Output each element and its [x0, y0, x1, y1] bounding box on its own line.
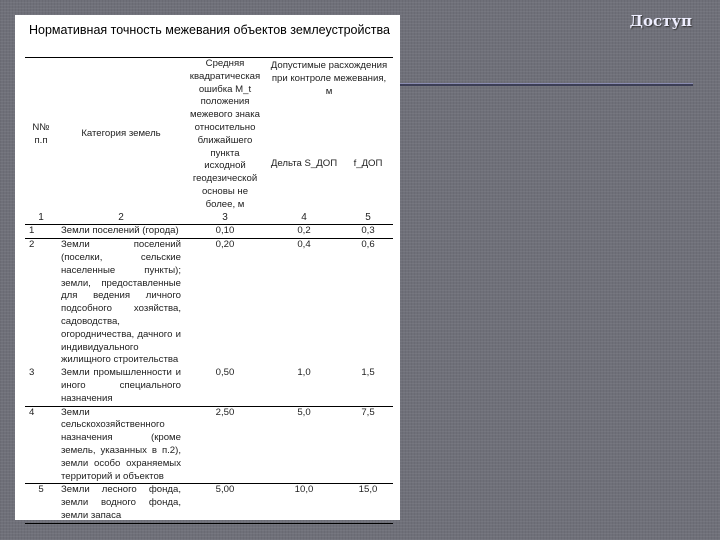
table-row	[25, 406, 393, 484]
row-delta-s: 0,2	[265, 225, 343, 239]
row-mt: 0,50	[185, 367, 265, 406]
table-row	[25, 367, 393, 406]
row-number: 2	[29, 239, 35, 251]
row-category: Земли поселений (поселки, сельские населенные пункты); земли, предоставленные для ведения личного подсобного хозяйства, садоводства, огородничества, дачного и индивидуального жилищного строительства	[61, 239, 181, 366]
row-mt: 5,00	[185, 484, 265, 523]
column-number: 1	[25, 212, 57, 225]
accuracy-table	[25, 57, 393, 524]
row-category: Земли промышленности и иного специального назначения	[57, 367, 185, 406]
row-category: Земли сельскохозяйственного назначения (кроме земель, указанных в п.2), земли особо охраняемых территорий и объектов	[57, 406, 185, 484]
column-number: 5	[343, 212, 393, 225]
row-category: Земли лесного фонда, земли водного фонда, земли запаса	[57, 484, 185, 523]
column-number: 2	[57, 212, 185, 225]
row-number: 3	[25, 367, 57, 406]
slide-title: Доступ	[629, 12, 692, 30]
row-delta-s: 5,0	[265, 406, 343, 484]
header-tolerance-group: Допустимые расхождения при контроле межевания, м	[270, 60, 388, 97]
title-divider	[400, 83, 693, 86]
header-f: f_ДОП	[353, 157, 383, 169]
document-image	[15, 15, 400, 520]
row-number: 1	[25, 225, 57, 239]
row-f: 0,3	[343, 225, 393, 239]
column-numbers-row	[25, 212, 393, 225]
header-category: Категория земель	[81, 128, 161, 140]
column-number: 3	[185, 212, 265, 225]
row-number: 5	[25, 484, 57, 523]
column-number: 4	[265, 212, 343, 225]
document-title: Нормативная точность межевания объектов землеустройства	[29, 23, 390, 37]
row-f: 0,6	[361, 239, 375, 251]
row-delta-s: 10,0	[265, 484, 343, 523]
row-category: Земли поселений (города)	[57, 225, 185, 239]
row-f: 7,5	[343, 406, 393, 484]
row-mt: 2,50	[185, 406, 265, 484]
row-mt: 0,20	[215, 239, 235, 251]
row-f: 15,0	[343, 484, 393, 523]
table-row	[25, 484, 393, 523]
row-delta-s: 1,0	[265, 367, 343, 406]
row-mt: 0,10	[185, 225, 265, 239]
row-f: 1,5	[343, 367, 393, 406]
row-number: 4	[25, 406, 57, 484]
row-delta-s: 0,4	[297, 239, 311, 251]
table-row	[25, 239, 393, 367]
header-delta-s: Дельта S_ДОП	[270, 157, 338, 169]
header-n: N№ п.п	[32, 121, 50, 146]
header-mt: Средняя квадратическая ошибка M_t положения межевого знака относительно ближайшего пункта исходной геодезической основы не более, м	[189, 58, 261, 210]
table-row	[25, 225, 393, 239]
